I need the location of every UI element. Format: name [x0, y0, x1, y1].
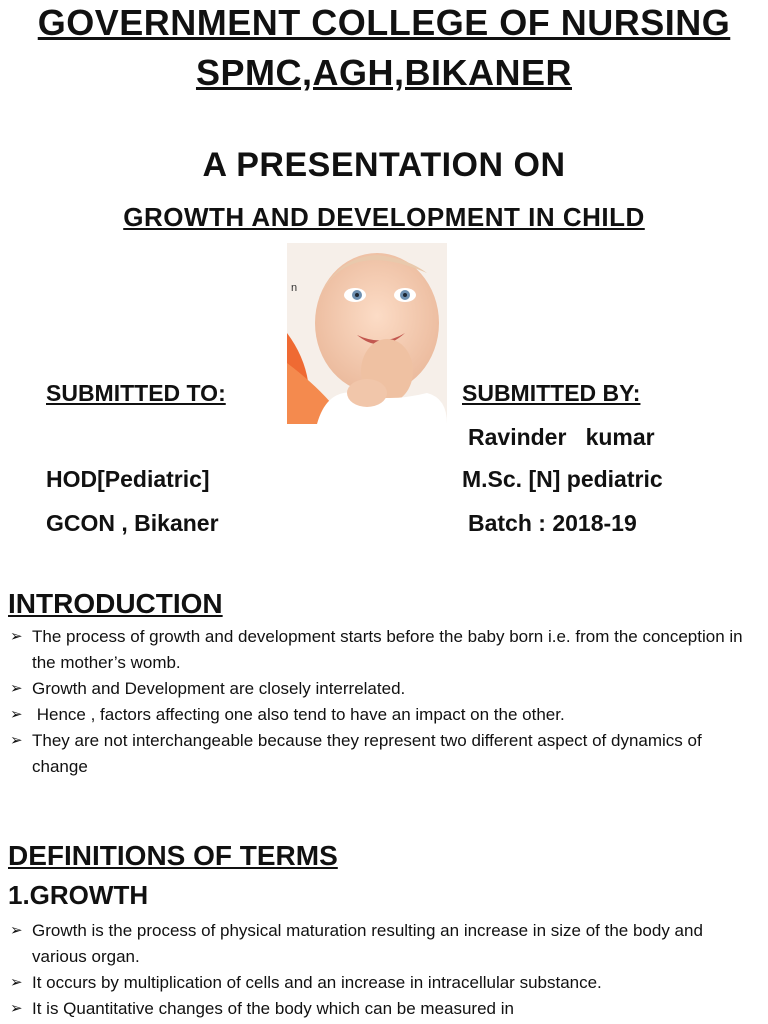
submitted-by-course: M.Sc. [N] pediatric	[462, 466, 663, 492]
list-item	[8, 676, 758, 702]
submitted-to-line1: HOD[Pediatric]	[46, 466, 210, 492]
growth-list	[8, 918, 758, 1022]
definitions-heading: DEFINITIONS OF TERMS	[8, 840, 338, 871]
list-item-text: Growth and Development are closely interrelated.	[32, 679, 406, 698]
list-item-text: Hence , factors affecting one also tend to have an impact on the other.	[32, 705, 565, 724]
college-location: SPMC,AGH,BIKANER	[195, 52, 572, 93]
submitted-by-name: Ravinder kumar	[468, 424, 655, 450]
submitted-by-batch: Batch : 2018-19	[468, 510, 637, 536]
arrow-bullet-icon: ➢	[10, 680, 23, 697]
presentation-label: A PRESENTATION ON	[202, 146, 566, 184]
submitted-to-line2: GCON , Bikaner	[46, 510, 219, 536]
list-item-text: The process of growth and development starts before the baby born i.e. from the conception in the mother’s womb.	[32, 627, 743, 672]
arrow-bullet-icon: ➢	[10, 732, 23, 749]
list-item-text: Growth is the process of physical maturation resulting an increase in size of the body and various organ.	[32, 921, 703, 966]
submitted-to-label: SUBMITTED TO:	[46, 380, 226, 406]
list-item	[8, 728, 758, 780]
list-item	[8, 996, 758, 1022]
growth-subheading: 1.GROWTH	[8, 880, 149, 910]
arrow-bullet-icon: ➢	[10, 628, 23, 645]
arrow-bullet-icon: ➢	[10, 922, 23, 939]
arrow-bullet-icon: ➢	[10, 1000, 23, 1017]
list-item	[8, 624, 758, 676]
presentation-topic: GROWTH AND DEVELOPMENT IN CHILD	[123, 202, 645, 232]
stray-glyph: n	[291, 282, 298, 294]
list-item-text: It occurs by multiplication of cells and an increase in intracellular substance.	[32, 973, 602, 992]
list-item	[8, 970, 758, 996]
submitted-by-label: SUBMITTED BY:	[462, 380, 641, 406]
list-item	[8, 702, 758, 728]
introduction-list	[8, 624, 758, 780]
list-item	[8, 918, 758, 970]
arrow-bullet-icon: ➢	[10, 706, 23, 723]
college-name: GOVERNMENT COLLEGE OF NURSING	[37, 2, 731, 43]
introduction-heading: INTRODUCTION	[8, 588, 223, 619]
list-item-text: They are not interchangeable because they represent two different aspect of dynamics of change	[32, 731, 702, 776]
arrow-bullet-icon: ➢	[10, 974, 23, 991]
baby-photo	[287, 243, 447, 424]
list-item-text: It is Quantitative changes of the body which can be measured in	[32, 999, 514, 1018]
